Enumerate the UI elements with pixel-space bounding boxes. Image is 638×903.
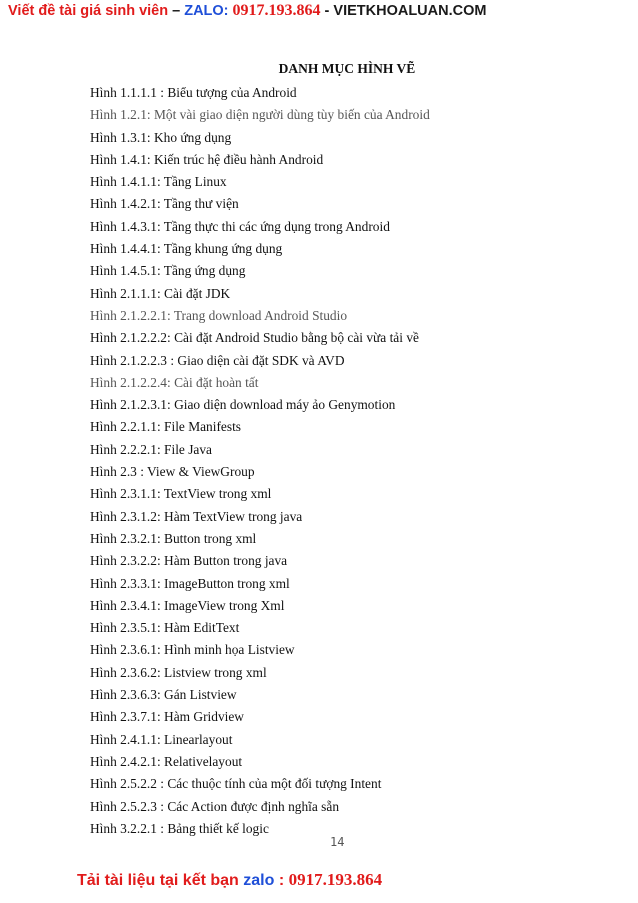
footer-zalo-label: zalo [243,872,275,889]
figure-item: Hình 1.4.3.1: Tầng thực thi các ứng dụng trong Android [90,218,390,234]
figure-item: Hình 2.3.1.1: TextView trong xml [90,486,272,502]
figure-item: Hình 1.4.1.1: Tầng Linux [90,174,227,190]
footer-text: Tải tài liệu tại kết bạn [77,872,244,889]
figure-item: Hình 2.3.2.1: Button trong xml [90,530,257,546]
figure-item: Hình 2.3.6.3: Gán Listview [90,687,237,703]
page-title: DANH MỤC HÌNH VẼ [278,61,416,76]
figure-item: Hình 2.3.4.1: ImageView trong Xml [90,597,285,613]
figure-item: Hình 2.3.2.2: Hàm Button trong java [90,553,288,569]
figure-item: Hình 1.4.2.1: Tầng thư viện [90,196,239,212]
header-zalo-label: ZALO: [184,3,229,19]
figure-item: Hình 2.3.6.2: Listview trong xml [90,664,267,680]
header-site: - VIETKHOALUAN.COM [320,3,487,19]
header-dash: – [168,3,185,19]
figure-list [90,82,430,840]
figure-item: Hình 2.3.7.1: Hàm Gridview [90,709,244,725]
figure-item: Hình 2.4.1.1: Linearlayout [90,731,233,747]
figure-item: Hình 1.4.4.1: Tầng khung ứng dụng [90,241,283,257]
figure-item: Hình 2.3.6.1: Hình minh họa Listview [90,642,295,658]
figure-item: Hình 2.1.2.3.1: Giao diện download máy ảo Genymotion [90,397,396,413]
header-phone: 0917.193.864 [228,2,321,19]
figure-item: Hình 1.3.1: Kho ứng dụng [90,129,232,145]
figure-item: Hình 2.1.2.2.1: Trang download Android Studio [90,307,348,323]
figure-item: Hình 2.3.1.2: Hàm TextView trong java [90,508,303,524]
figure-item: Hình 2.1.2.2.4: Cài đặt hoàn tất [90,374,259,390]
figure-item: Hình 2.2.2.1: File Java [90,441,212,457]
header-banner [8,2,486,20]
figure-item: Hình 2.3.3.1: ImageButton trong xml [90,575,290,591]
figure-item: Hình 2.1.2.2.2: Cài đặt Android Studio bằng bộ cài vừa tải về [90,330,419,346]
figure-item: Hình 1.4.5.1: Tầng ứng dụng [90,263,246,279]
footer-separator: : [274,872,289,889]
page-number: 14 [330,835,345,849]
figure-item: Hình 2.5.2.3 : Các Action được định nghĩa sẵn [90,798,340,814]
figure-item: Hình 2.3.5.1: Hàm EditText [90,620,240,636]
figure-item: Hình 2.1.1.1: Cài đặt JDK [90,285,231,301]
figure-item: Hình 3.2.2.1 : Bảng thiết kế logic [90,820,269,836]
figure-item: Hình 2.4.2.1: Relativelayout [90,753,243,769]
footer-banner [77,870,382,890]
footer-phone: 0917.193.864 [288,870,383,889]
figure-item: Hình 2.1.2.2.3 : Giao diện cài đặt SDK và AVD [90,352,345,368]
figure-item: Hình 2.2.1.1: File Manifests [90,419,242,435]
figure-item: Hình 2.5.2.2 : Các thuộc tính của một đối tượng Intent [90,776,382,792]
header-text: Viết đề tài giá sinh viên [8,3,169,19]
figure-item: Hình 1.2.1: Một vài giao diện người dùng tùy biến của Android [90,107,430,123]
figure-item: Hình 2.3 : View & ViewGroup [90,464,255,480]
figure-item: Hình 1.4.1: Kiến trúc hệ điều hành Android [90,151,324,167]
figure-item: Hình 1.1.1.1 : Biểu tượng của Android [90,85,297,100]
